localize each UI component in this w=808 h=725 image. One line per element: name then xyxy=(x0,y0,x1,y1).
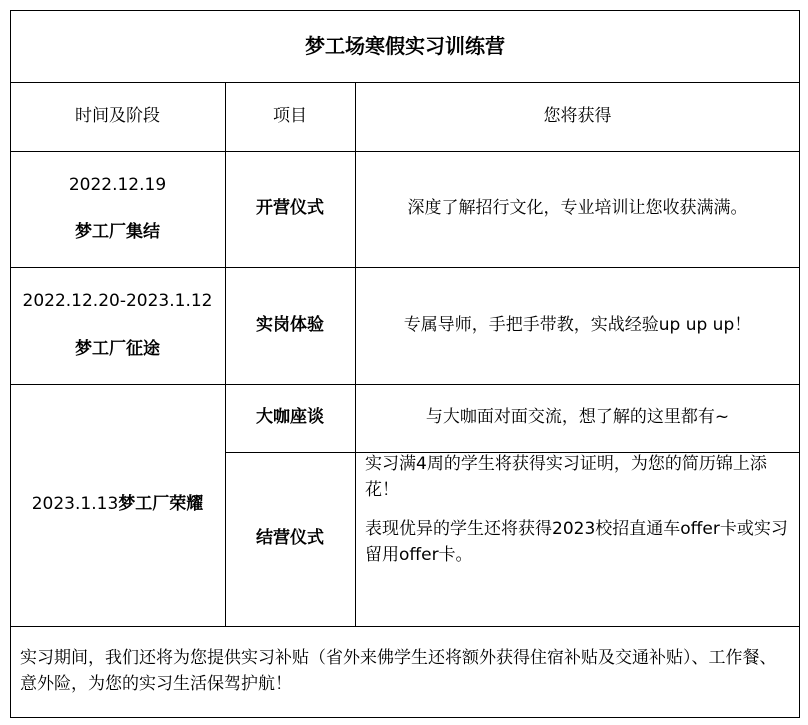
internship-table xyxy=(10,10,800,718)
stage-date: 2023.1.13 xyxy=(31,494,119,515)
stage-date: 2022.12.19 xyxy=(68,174,167,195)
benefit-paragraph: 表现优异的学生还将获得2023校招直通车offer卡或实习留用offer卡。 xyxy=(365,519,788,565)
stage-date: 2022.12.20-2023.1.12 xyxy=(22,291,213,311)
stage-name: 梦工厂集结 xyxy=(75,222,160,242)
benefit-text: 与大咖面对面交流，想了解的这里都有~ xyxy=(425,407,730,428)
table-border-bottom xyxy=(10,717,800,718)
project-name: 实岗体验 xyxy=(256,314,324,335)
header-time-stage: 时间及阶段 xyxy=(75,105,160,126)
page-title: 梦工场寒假实习训练营 xyxy=(305,34,505,58)
benefit-text xyxy=(355,452,800,626)
project-name: 结营仪式 xyxy=(256,528,324,549)
benefit-text: 专属导师，手把手带教，实战经验up up up！ xyxy=(403,314,752,335)
stage-name: 梦工厂荣耀 xyxy=(118,494,204,515)
header-project: 项目 xyxy=(273,105,307,126)
project-name: 开营仪式 xyxy=(256,198,324,219)
project-name: 大咖座谈 xyxy=(256,407,324,428)
benefit-paragraph: 实习满4周的学生将获得实习证明，为您的简历锦上添花！ xyxy=(365,454,767,500)
stage-name: 梦工厂征途 xyxy=(75,338,160,359)
footer-note: 实习期间，我们还将为您提供实习补贴（省外来佛学生还将额外获得住宿补贴及交通补贴）、工作餐、意外险，为您的实习生活保驾护航！ xyxy=(20,648,777,694)
header-benefit: 您将获得 xyxy=(543,105,612,126)
table-row-stage-3-time xyxy=(10,384,225,626)
table-row-stage-1-time xyxy=(10,151,225,267)
table-row-stage-2-time xyxy=(10,267,225,384)
benefit-text: 深度了解招行文化，专业培训让您收获满满。 xyxy=(407,198,748,219)
